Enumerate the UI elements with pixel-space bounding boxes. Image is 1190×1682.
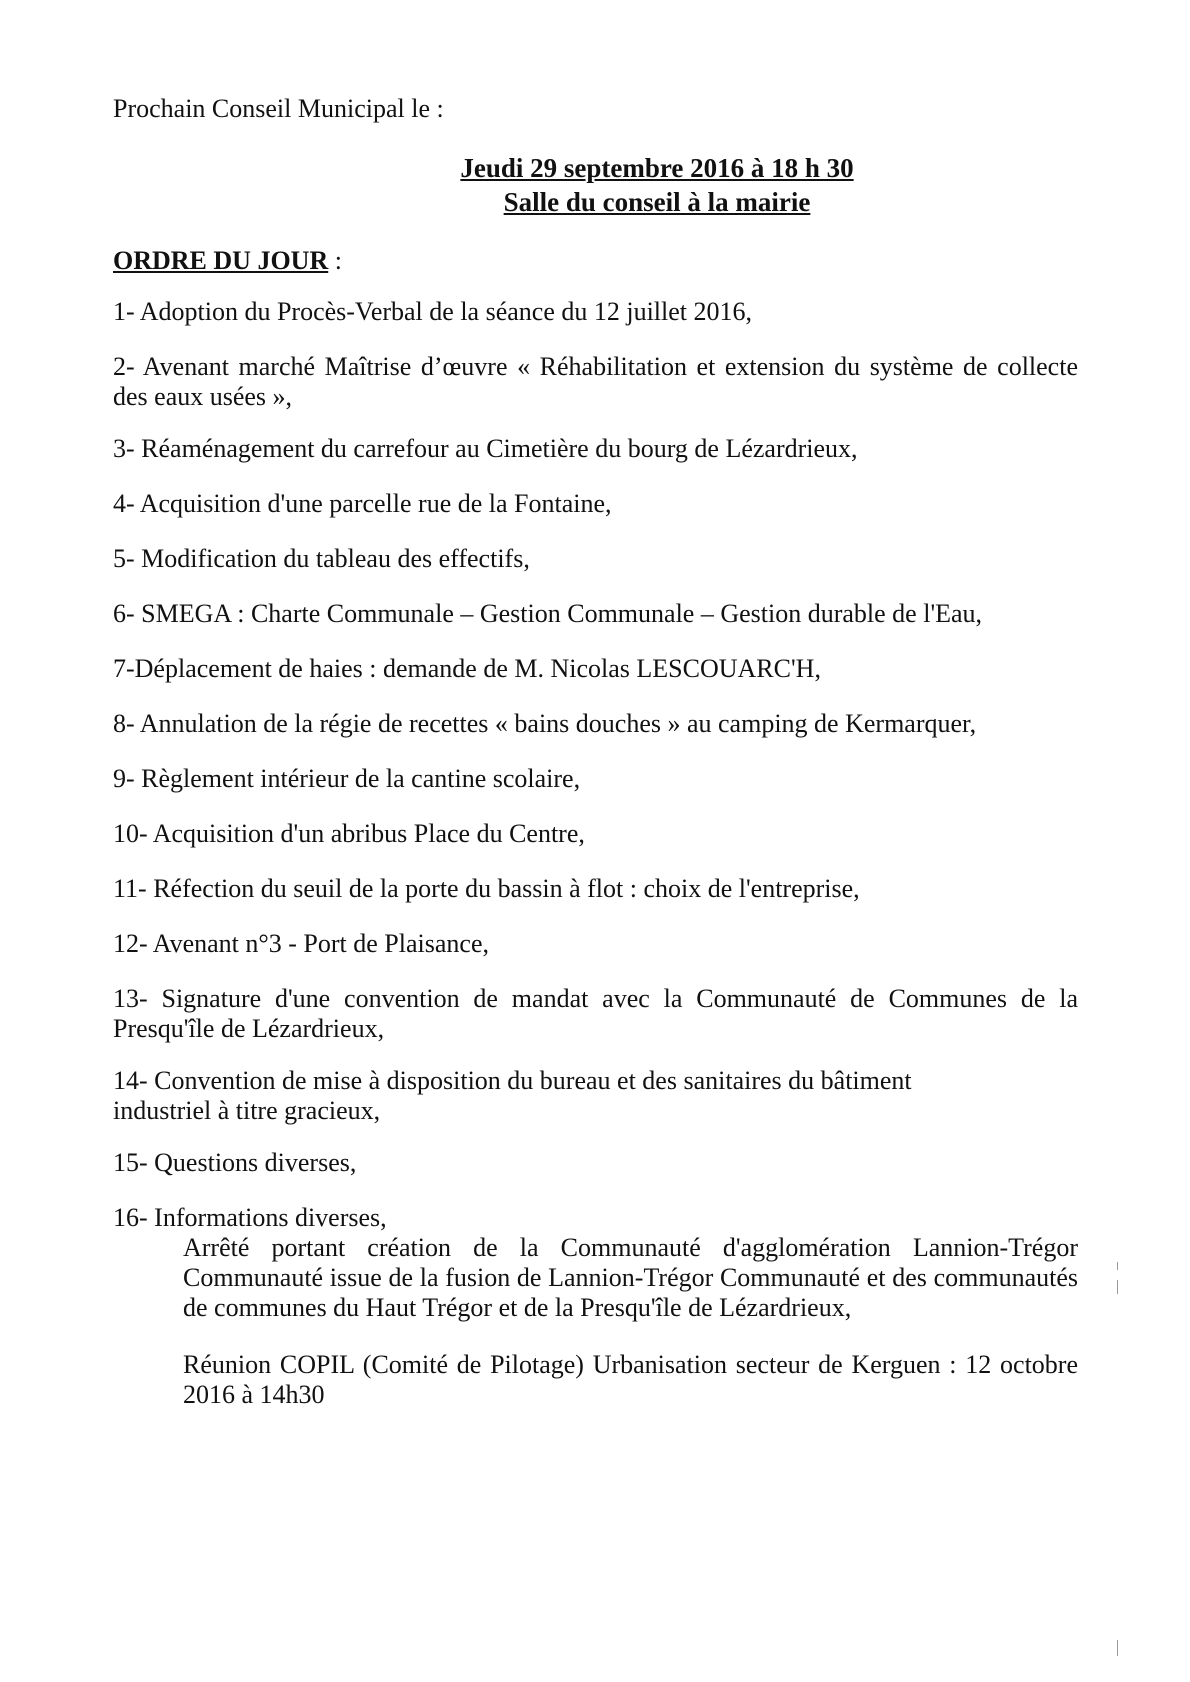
agenda-item-10: 10- Acquisition d'un abribus Place du Centre, xyxy=(113,819,585,848)
agenda-item-13: 13- Signature d'une convention de mandat avec la Communauté de Communes de la Presqu'île de Lézardrieux, xyxy=(113,984,1078,1043)
scan-edge-mark xyxy=(1117,1262,1118,1270)
agenda-item-16: 16- Informations diverses, xyxy=(113,1203,387,1232)
agenda-item-6: 6- SMEGA : Charte Communale – Gestion Communale – Gestion durable de l'Eau, xyxy=(113,599,983,628)
agenda-item-1: 1- Adoption du Procès-Verbal de la séance du 12 juillet 2016, xyxy=(113,297,753,326)
agenda-item-4: 4- Acquisition d'une parcelle rue de la Fontaine, xyxy=(113,489,612,518)
intro-text: Prochain Conseil Municipal le : xyxy=(113,94,444,123)
agenda-item-9: 9- Règlement intérieur de la cantine scolaire, xyxy=(113,764,581,793)
scan-edge-mark xyxy=(1117,1640,1118,1656)
agenda-item-5: 5- Modification du tableau des effectifs, xyxy=(113,544,530,573)
agenda-item-2: 2- Avenant marché Maîtrise d’œuvre « Réhabilitation et extension du système de collecte des eaux usées », xyxy=(113,352,1078,411)
agenda-item-11: 11- Réfection du seuil de la porte du bassin à flot : choix de l'entreprise, xyxy=(113,874,860,903)
meeting-date: Jeudi 29 septembre 2016 à 18 h 30 xyxy=(460,153,854,183)
agenda-item-7: 7-Déplacement de haies : demande de M. Nicolas LESCOUARC'H, xyxy=(113,654,821,683)
scan-edge-mark xyxy=(1117,1280,1118,1294)
information-item-1: Arrêté portant création de la Communauté d'agglomération Lannion-Trégor Communauté issue de la fusion de Lannion-Trégor Communauté et des communautés de communes du Haut Trégor et de la Presqu'île de Lézardrieux, xyxy=(183,1233,1078,1322)
agenda-title-label: ORDRE DU JOUR xyxy=(113,246,329,275)
agenda-item-12: 12- Avenant n°3 - Port de Plaisance, xyxy=(113,929,489,958)
information-item-2: Réunion COPIL (Comité de Pilotage) Urbanisation secteur de Kerguen : 12 octobre 2016 à 14h30 xyxy=(183,1350,1078,1409)
meeting-place: Salle du conseil à la mairie xyxy=(503,187,811,217)
agenda-title-suffix: : xyxy=(328,246,342,275)
agenda-item-8: 8- Annulation de la régie de recettes « bains douches » au camping de Kermarquer, xyxy=(113,709,977,738)
agenda-item-14: 14- Convention de mise à disposition du bureau et des sanitaires du bâtiment industriel à titre gracieux, xyxy=(113,1066,912,1125)
agenda-item-3: 3- Réaménagement du carrefour au Cimetière du bourg de Lézardrieux, xyxy=(113,434,858,463)
agenda-title xyxy=(113,246,342,276)
agenda-item-15: 15- Questions diverses, xyxy=(113,1148,357,1177)
